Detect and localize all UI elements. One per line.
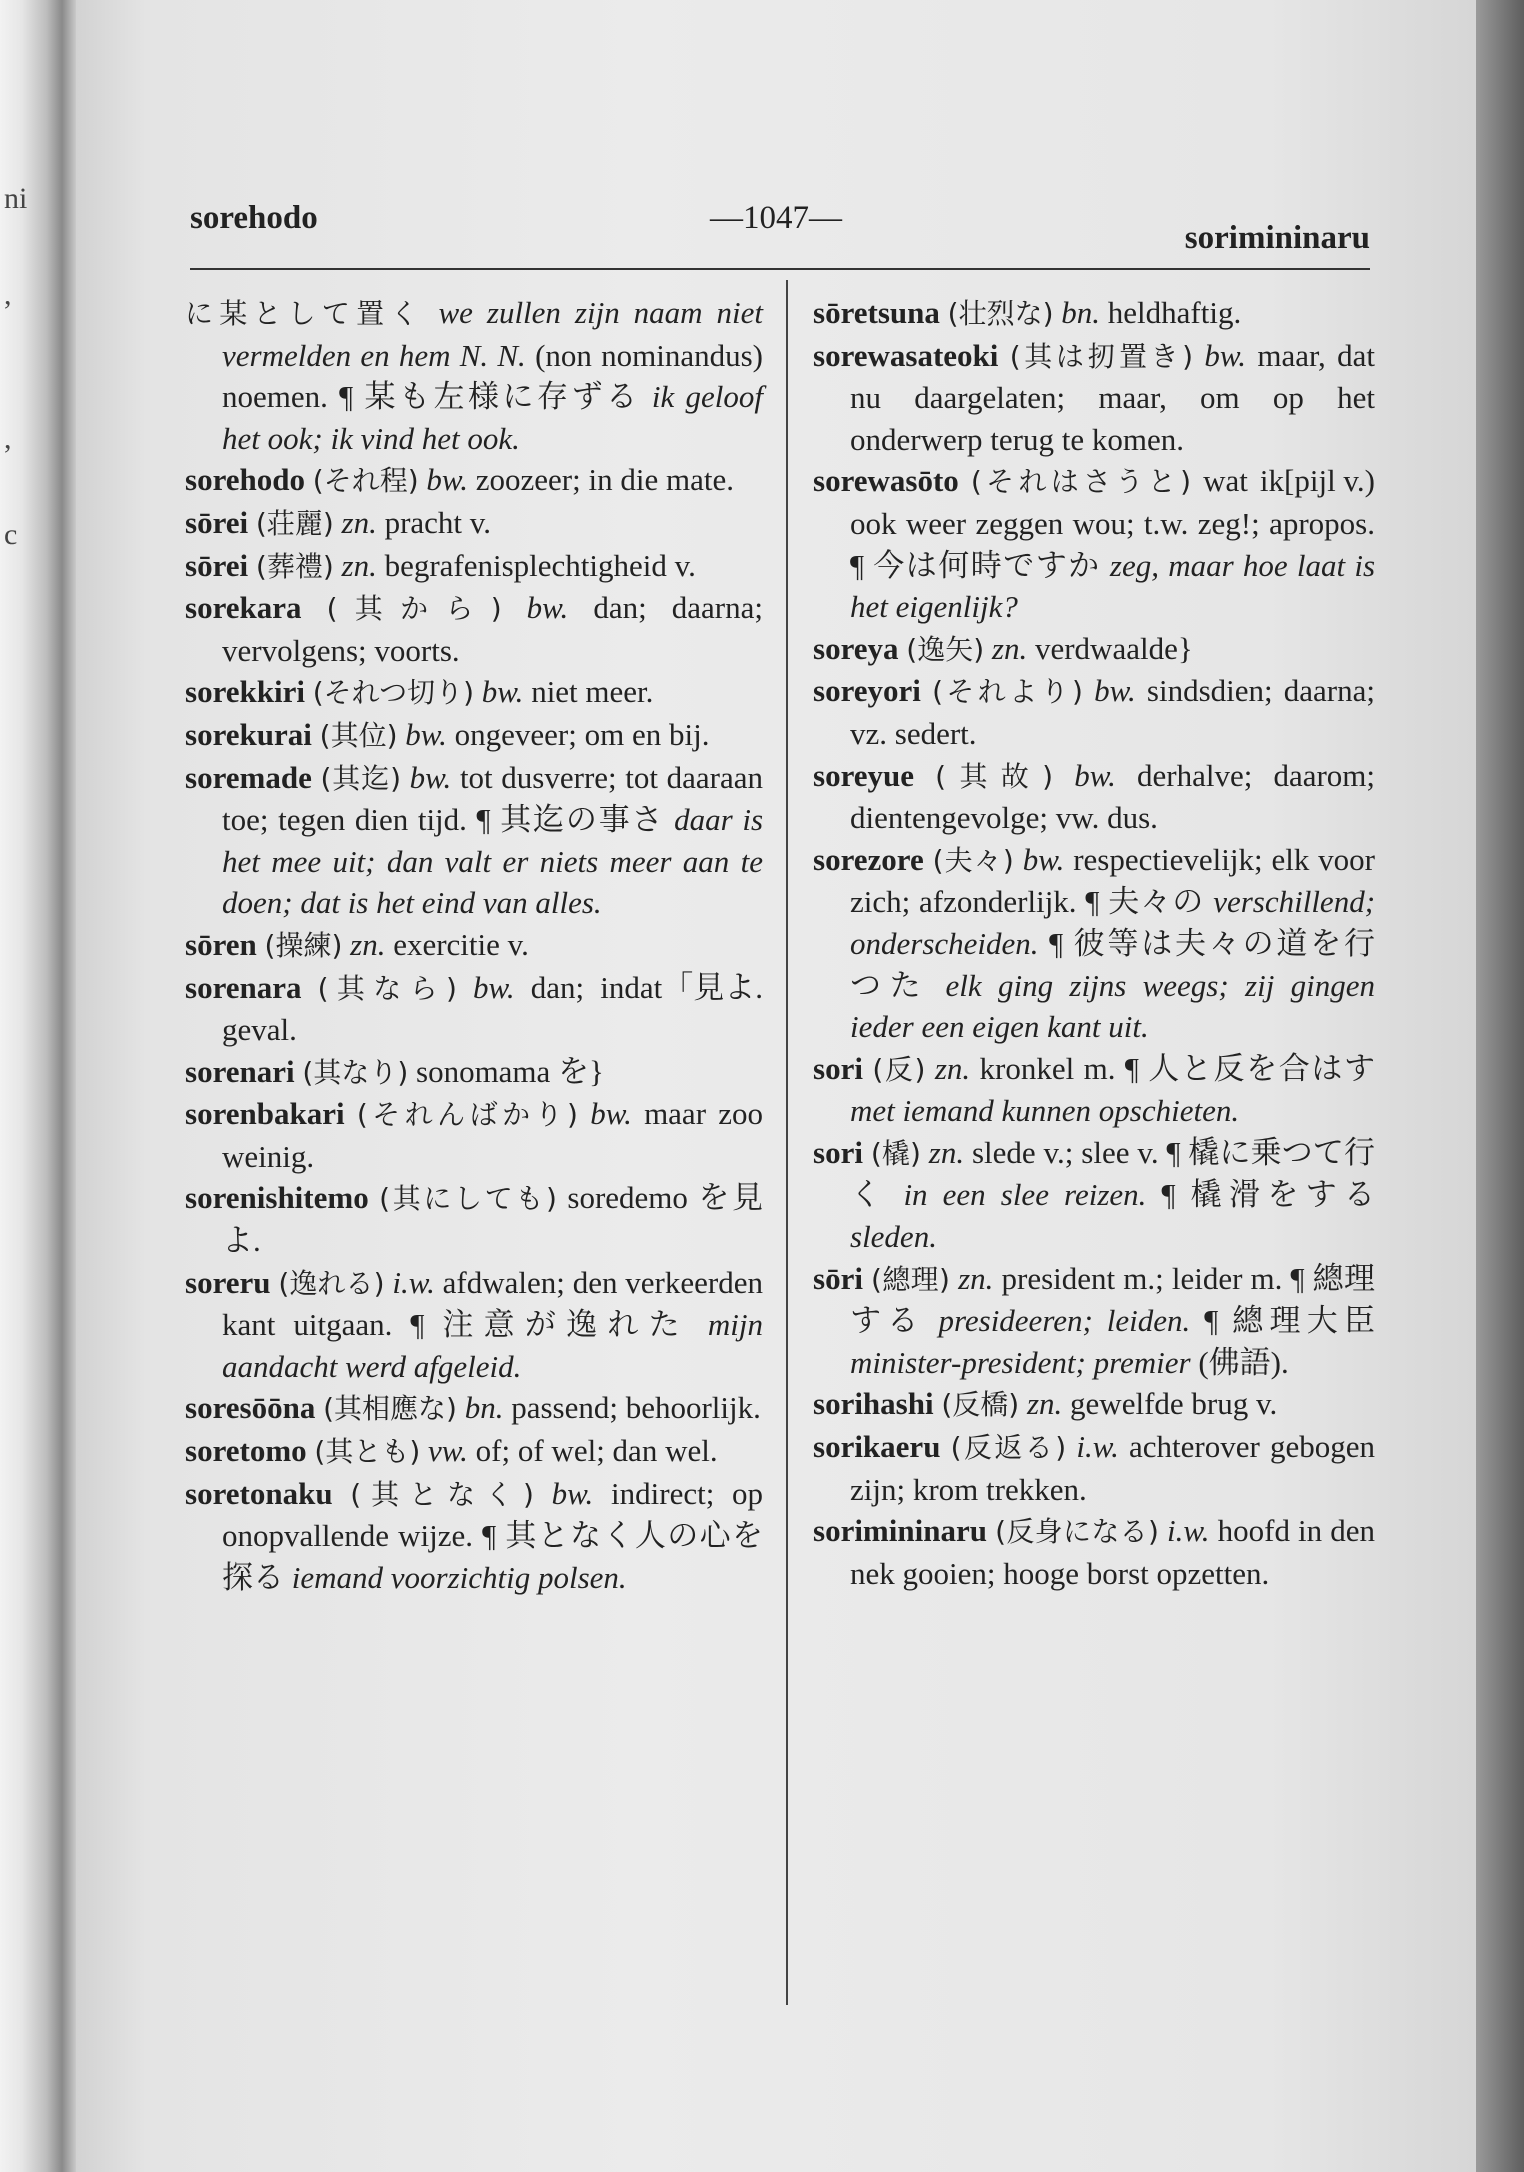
entry-translation: minister-president; premier: [850, 1344, 1191, 1380]
entry-definition: hoofd in den nek gooien; hooge borst opzetten.: [850, 1513, 1376, 1591]
entry-japanese: (逸れる): [278, 1266, 385, 1300]
entry-headword: sorenishitemo: [185, 1180, 369, 1216]
dictionary-entry: [185, 292, 763, 459]
dictionary-entry: [813, 755, 1375, 839]
entry-headword: soreyue: [813, 757, 915, 793]
entry-headword: sorekurai: [185, 716, 312, 752]
entry-headword: sōri: [813, 1260, 863, 1296]
dictionary-entry: [185, 1093, 763, 1177]
entry-abbrev: i.w.: [1167, 1513, 1210, 1549]
entry-headword: sori: [813, 1134, 863, 1170]
entry-headword: sori: [813, 1050, 863, 1086]
entry-abbrev: bn.: [464, 1390, 504, 1426]
entry-japanese: (それはさうと): [970, 465, 1191, 499]
entry-abbrev: zn.: [1026, 1386, 1063, 1422]
dictionary-entry: [813, 1510, 1375, 1594]
entry-definition: afdwalen; den verkeerden kant uitgaan. ¶ 注意が逸れた: [222, 1264, 763, 1343]
entry-definition: president m.; leider m. ¶ 總理する: [850, 1260, 1375, 1339]
dictionary-entry: [813, 292, 1375, 335]
entry-abbrev: bw.: [1204, 337, 1247, 373]
entry-abbrev: bw.: [409, 759, 452, 795]
entry-abbrev: zn.: [928, 1134, 965, 1170]
entry-translation: iemand voorzichtig polsen.: [291, 1559, 627, 1595]
right-column: [813, 292, 1375, 1594]
entry-definition: of; of wel; dan wel.: [475, 1433, 718, 1469]
entry-definition: heldhaftig.: [1107, 295, 1242, 330]
entry-abbrev: zn.: [341, 547, 377, 583]
entry-abbrev: bw.: [473, 969, 515, 1005]
entry-japanese: (其となく): [350, 1477, 534, 1511]
dictionary-entry: [813, 1426, 1375, 1510]
entry-headword: soretonaku: [185, 1475, 333, 1511]
dictionary-entry: [185, 924, 763, 967]
entry-abbrev: bw.: [551, 1475, 594, 1511]
entry-abbrev: zn.: [991, 630, 1028, 666]
entry-definition: derhalve; daarom; dientengevolge; vw. dus.: [850, 757, 1376, 836]
entry-headword: sorimininaru: [813, 1513, 987, 1549]
entry-definition: ongeveer; om en bij.: [454, 716, 710, 752]
dictionary-entry: [813, 1048, 1375, 1132]
dictionary-entry: [813, 460, 1375, 627]
entry-abbrev: zn.: [958, 1260, 994, 1296]
page-number: —1047—: [710, 200, 842, 236]
entry-japanese: (橇): [870, 1136, 921, 1170]
entry-abbrev: bw.: [426, 462, 469, 498]
entry-headword: sorikaeru: [813, 1429, 941, 1465]
entry-translation: ik geloof het ook; ik vind het ook.: [222, 379, 764, 456]
entry-japanese: (反身になる): [995, 1515, 1159, 1549]
entry-japanese: (反返る): [950, 1431, 1067, 1465]
column-divider: [786, 280, 788, 2005]
header-rule: [190, 268, 1370, 270]
entry-japanese: (それより): [932, 675, 1083, 709]
entry-headword: sorenara: [185, 969, 302, 1005]
entry-definition: exercitie v.: [393, 926, 529, 962]
entry-abbrev: i.w.: [1076, 1429, 1119, 1465]
entry-headword: soreru: [185, 1264, 271, 1300]
entry-note: 「見よ.: [662, 969, 763, 1005]
entry-definition: niet meer.: [531, 674, 654, 710]
entry-japanese: (其とも): [314, 1435, 421, 1469]
entry-headword: sōren: [185, 926, 257, 962]
entry-japanese: (荘麗): [255, 506, 334, 540]
entry-abbrev: bn.: [1061, 295, 1101, 330]
page-shadow: [1476, 0, 1524, 2172]
entry-example: we zullen zijn naam niet vermelden en hem N. N.: [222, 295, 763, 373]
entry-headword: sorewasateoki: [813, 337, 999, 373]
entry-japanese: (反橋): [941, 1388, 1020, 1422]
dictionary-entry: [185, 1430, 763, 1473]
entry-definition: (non nominandus) noemen. ¶ 某も左様に存ずる: [222, 337, 763, 415]
dictionary-entry: [813, 670, 1375, 754]
page-header: [190, 200, 1370, 260]
entry-translation: in een slee reizen.: [903, 1177, 1147, 1213]
entry-abbrev: bw.: [1074, 757, 1116, 793]
facing-page-edge: [0, 0, 62, 2172]
entry-abbrev: bw.: [1094, 673, 1136, 709]
entry-headword: sorehodo: [185, 462, 306, 498]
dictionary-entry: [185, 714, 763, 757]
dictionary-entry: [185, 1177, 763, 1261]
entry-definition: zoozeer; in die mate.: [475, 462, 734, 498]
entry-japanese: (夫々): [932, 843, 1014, 877]
entry-headword: sorezore: [813, 841, 924, 877]
entry-definition: sindsdien; daarna; vz. sedert.: [850, 673, 1375, 751]
entry-translation: sleden.: [850, 1219, 937, 1255]
entry-headword: sōretsuna: [813, 295, 940, 330]
left-column: [185, 292, 763, 1598]
entry-definition: respectievelijk; elk voor zich; afzonderlijk. ¶ 夫々の: [850, 841, 1376, 920]
entry-definition: passend; behoorlijk.: [511, 1390, 761, 1426]
entry-japanese: (それんばかり): [356, 1098, 578, 1132]
entry-japanese: (其位): [319, 718, 398, 752]
entry-note: [pijl v.): [1284, 463, 1375, 499]
entry-definition: begrafenisplechtigheid v.: [384, 547, 696, 583]
entry-translation: elk ging zijns weegs; zij gingen ieder een eigen kant uit.: [850, 967, 1376, 1045]
entry-japanese: (其故): [935, 759, 1054, 793]
entry-japanese: (それ程): [312, 464, 419, 498]
dictionary-entry: [813, 839, 1375, 1048]
entry-japanese: (操練): [264, 928, 343, 962]
entry-japanese: (葬禮): [255, 549, 334, 583]
dictionary-entry: [185, 459, 763, 502]
entry-japanese: (其迄): [320, 761, 402, 795]
dictionary-entry: [813, 1383, 1375, 1426]
entry-abbrev: vw.: [428, 1433, 468, 1469]
entry-japanese: に某として置く: [185, 297, 425, 330]
entry-japanese: (總理): [871, 1262, 950, 1296]
entry-translation: zeg, maar hoe laat is het eigenlijk?: [850, 547, 1376, 625]
entry-definition: tot dusverre; tot daaraan toe; tegen dien tijd. ¶ 其迄の事さ: [222, 759, 764, 838]
entry-headword: sōrei: [185, 547, 249, 583]
entry-definition: kronkel m. ¶ 人と反を合はす: [979, 1050, 1376, 1086]
entry-abbrev: bw.: [405, 716, 447, 752]
entry-definition: dan; indat geval.: [222, 969, 663, 1048]
entry-definition: ¶ 彼等は夫々の道を行つた: [850, 925, 1376, 1003]
entry-japanese: (それつ切り): [312, 676, 475, 710]
dictionary-entry: [185, 1051, 763, 1094]
entry-definition: ¶ 橇滑をする: [1161, 1177, 1376, 1213]
entry-translation: met iemand kunnen opschieten.: [850, 1093, 1240, 1129]
entry-headword: soretomo: [185, 1433, 307, 1469]
dictionary-entry: [185, 757, 763, 924]
entry-headword: sorekara: [185, 590, 302, 626]
entry-japanese: (其なり): [302, 1055, 409, 1089]
entry-abbrev: zn.: [341, 504, 377, 540]
entry-definition: ¶ 總理大臣: [1204, 1303, 1376, 1339]
entry-definition: (佛語).: [1198, 1344, 1289, 1380]
entry-japanese: (其にしても): [379, 1182, 557, 1216]
entry-headword: sorenari: [185, 1053, 295, 1089]
entry-definition: wat ik ook weer zeggen wou; t.w. zeg!; apropos. ¶ 今は何時ですか: [850, 463, 1375, 583]
entry-translation: daar is het mee uit; dan valt er niets meer aan te doen; dat is het eind van alles.: [222, 802, 764, 921]
entry-abbrev: zn.: [350, 926, 386, 962]
dictionary-entry: [185, 502, 763, 545]
entry-abbrev: zn.: [934, 1050, 971, 1086]
entry-headword: sōrei: [185, 504, 249, 540]
entry-headword: soremade: [185, 759, 312, 795]
entry-headword: sorewasōto: [813, 463, 959, 499]
entry-abbrev: bw.: [526, 590, 569, 626]
dictionary-entry: [185, 545, 763, 588]
entry-definition: slede v.; slee v. ¶ 橇に乗つて行く: [850, 1134, 1375, 1213]
book-gutter: [62, 0, 76, 2172]
entry-japanese: (其は扨置き): [1009, 339, 1194, 373]
entry-translation: presideeren; leiden.: [938, 1303, 1191, 1339]
entry-definition: pracht v.: [384, 504, 492, 540]
entry-japanese: (其なら): [317, 971, 457, 1005]
entry-definition: maar, dat nu daargelaten; maar, om op het onderwerp terug te komen.: [850, 337, 1376, 457]
entry-japanese: (反): [872, 1052, 926, 1086]
entry-definition: maar zoo weinig.: [222, 1096, 763, 1174]
dictionary-entry: [185, 1387, 763, 1430]
entry-translation: mijn aandacht werd afgeleid.: [222, 1307, 763, 1384]
facing-page-marks: ni , , c: [4, 182, 28, 551]
entry-definition: verdwaalde}: [1034, 630, 1193, 666]
entry-definition: indirect; op onopvallende wijze. ¶ 其となく人の心を探る: [222, 1475, 764, 1595]
dictionary-entry: [185, 671, 763, 714]
entry-abbrev: bw.: [1022, 841, 1065, 877]
entry-headword: sorenbakari: [185, 1096, 345, 1132]
entry-translation: verschillend; onderscheiden.: [850, 884, 1376, 961]
entry-headword: sorihashi: [813, 1386, 934, 1422]
entry-headword: soresōōna: [185, 1390, 316, 1426]
entry-definition: gewelfde brug v.: [1070, 1386, 1278, 1422]
header-first-word: sorehodo: [190, 200, 318, 236]
entry-headword: soreyori: [813, 673, 921, 709]
entry-abbrev: i.w.: [392, 1264, 435, 1300]
entry-headword: sorekkiri: [185, 674, 305, 710]
entry-abbrev: bw.: [481, 674, 524, 710]
entry-definition: soredemo を見よ.: [222, 1180, 763, 1259]
dictionary-entry: [813, 1258, 1375, 1384]
dictionary-entry: [813, 335, 1375, 461]
dictionary-entry: [813, 628, 1375, 671]
entry-headword: soreya: [813, 630, 899, 666]
dictionary-entry: [185, 967, 763, 1051]
entry-japanese: (其から): [326, 592, 502, 626]
dictionary-entry: [813, 1132, 1375, 1258]
entry-japanese: (壮烈な): [947, 297, 1054, 330]
entry-japanese: (其相應な): [323, 1392, 457, 1426]
entry-definition: sonomama を}: [416, 1053, 604, 1089]
entry-japanese: (逸矢): [906, 632, 985, 666]
entry-definition: achterover gebogen zijn; krom trekken.: [850, 1429, 1375, 1507]
dictionary-entry: [185, 1473, 763, 1599]
entry-abbrev: bw.: [590, 1096, 632, 1132]
header-last-word: sorimininaru: [1184, 220, 1370, 256]
dictionary-entry: [185, 1262, 763, 1388]
dictionary-entry: [185, 587, 763, 671]
entry-definition: dan; daarna; vervolgens; voorts.: [222, 590, 763, 668]
